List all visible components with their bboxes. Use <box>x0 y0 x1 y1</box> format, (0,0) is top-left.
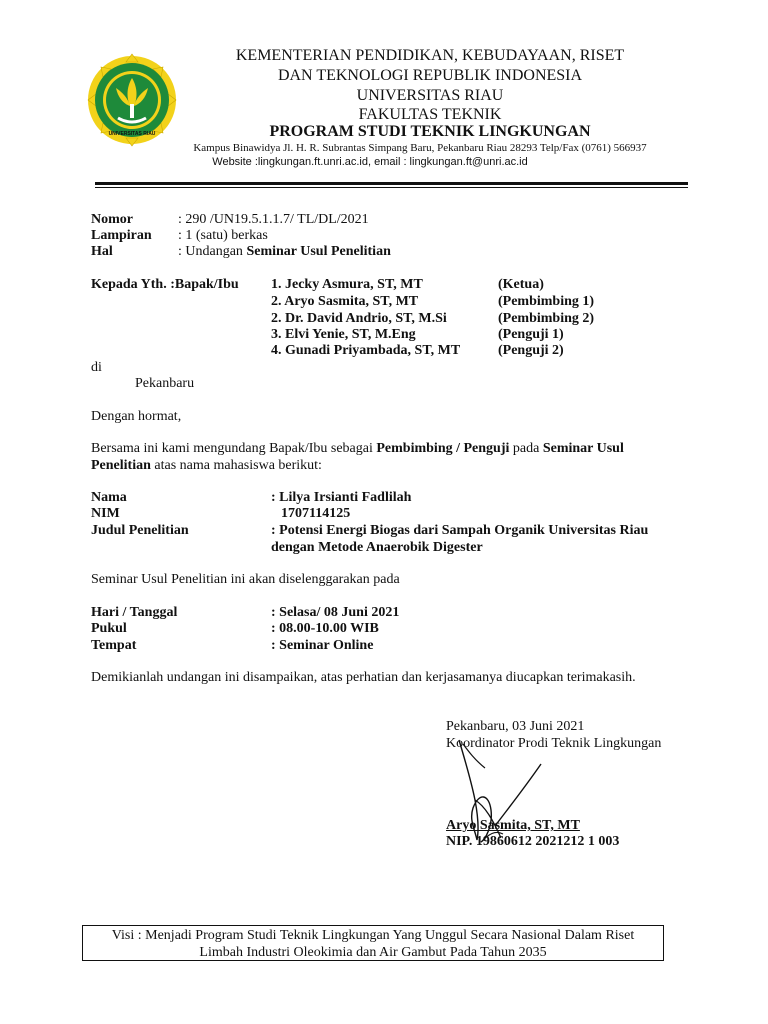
di-text: di <box>91 360 102 375</box>
recipient-name: 3. Elvi Yenie, ST, M.Eng <box>271 327 416 342</box>
hal-prefix: : Undangan <box>178 244 247 259</box>
signer-name: Aryo Sasmita, ST, MT <box>446 818 580 833</box>
header-faculty: FAKULTAS TEKNIK <box>358 106 502 123</box>
judul-value-cont: dengan Metode Anaerobik Digester <box>271 540 483 555</box>
city-text: Pekanbaru <box>135 376 195 391</box>
nama-value: : Lilya Irsianti Fadlilah <box>271 490 412 505</box>
sign-position: Koordinator Prodi Teknik Lingkungan <box>446 736 662 751</box>
recipient-name: 2. Dr. David Andrio, ST, M.Si <box>271 311 447 326</box>
recipient-role: (Penguji 1) <box>498 327 564 342</box>
intro-line2 <box>91 458 322 474</box>
nomor-label: Nomor <box>91 212 133 227</box>
visi-box <box>82 925 664 961</box>
svg-text:UNIVERSITAS RIAU: UNIVERSITAS RIAU <box>108 131 156 137</box>
header-divider-thin <box>95 187 688 188</box>
recipient-role: (Pembimbing 1) <box>498 294 595 309</box>
closing-text: Demikianlah undangan ini disampaikan, atas perhatian dan kerjasamanya diucapkan terimakasih. <box>91 670 636 685</box>
recipient-role: (Pembimbing 2) <box>498 311 595 326</box>
sign-place-date: Pekanbaru, 03 Juni 2021 <box>446 719 585 734</box>
tempat-value: : Seminar Online <box>271 638 374 653</box>
recipient-role: (Ketua) <box>498 277 544 292</box>
intro-role: Pembimbing / Penguji <box>376 441 510 456</box>
lampiran-value: : 1 (satu) berkas <box>178 228 268 243</box>
hari-value: : Selasa/ 08 Juni 2021 <box>271 605 400 620</box>
judul-label: Judul Penelitian <box>91 523 189 538</box>
header-ministry-line1: KEMENTERIAN PENDIDIKAN, KEBUDAYAAN, RISET <box>235 47 625 64</box>
tempat-label: Tempat <box>91 638 137 653</box>
header-address: Kampus Binawidya Jl. H. R. Subrantas Simpang Baru, Pekanbaru Riau 28293 Telp/Fax (0761) 566937 <box>193 142 647 154</box>
university-logo <box>86 52 178 148</box>
recipients-label: Kepada Yth. :Bapak/Ibu <box>91 277 239 292</box>
nomor-value: : 290 /UN19.5.1.1.7/ TL/DL/2021 <box>178 212 369 227</box>
seminar-intro: Seminar Usul Penelitian ini akan diselenggarakan pada <box>91 572 400 587</box>
recipient-name: 1. Jecky Asmura, ST, MT <box>271 277 423 292</box>
greeting: Dengan hormat, <box>91 409 182 424</box>
header-website: Website :lingkungan.ft.unri.ac.id, email : lingkungan.ft@unri.ac.id <box>212 156 528 168</box>
hal-subject: Seminar Usul Penelitian <box>246 244 391 259</box>
nim-label: NIM <box>91 506 120 521</box>
recipient-name: 2. Aryo Sasmita, ST, MT <box>271 294 419 309</box>
nim-value: 1707114125 <box>281 506 351 521</box>
header-program: PROGRAM STUDI TEKNIK LINGKUNGAN <box>269 123 591 140</box>
header-divider-thick <box>95 182 688 185</box>
intro-seminar: Penelitian <box>91 458 151 473</box>
hal-label: Hal <box>91 244 113 259</box>
header-ministry-line2: DAN TEKNOLOGI REPUBLIK INDONESIA <box>277 67 583 84</box>
intro-seminar: Seminar Usul <box>542 441 624 456</box>
pukul-label: Pukul <box>91 621 127 636</box>
intro-line1 <box>91 441 624 457</box>
intro-text: atas nama mahasiswa berikut: <box>150 458 322 473</box>
intro-text: Bersama ini kami mengundang Bapak/Ibu sebagai <box>91 441 377 456</box>
hari-label: Hari / Tanggal <box>91 605 178 620</box>
intro-text: pada <box>509 441 543 456</box>
visi-line1: Visi : Menjadi Program Studi Teknik Lingkungan Yang Unggul Secara Nasional Dalam Riset <box>111 928 635 943</box>
nama-label: Nama <box>91 490 127 505</box>
header-university: UNIVERSITAS RIAU <box>356 87 504 104</box>
judul-value: : Potensi Energi Biogas dari Sampah Organik Universitas Riau <box>271 523 649 538</box>
recipient-name: 4. Gunadi Priyambada, ST, MT <box>271 343 461 358</box>
visi-line2: Limbah Industri Oleokimia dan Air Gambut Pada Tahun 2035 <box>199 945 547 960</box>
recipient-role: (Penguji 2) <box>498 343 564 358</box>
lampiran-label: Lampiran <box>91 228 152 243</box>
signer-nip: NIP. 19860612 2021212 1 003 <box>446 834 620 849</box>
pukul-value: : 08.00-10.00 WIB <box>271 621 379 636</box>
hal-value <box>178 244 391 260</box>
